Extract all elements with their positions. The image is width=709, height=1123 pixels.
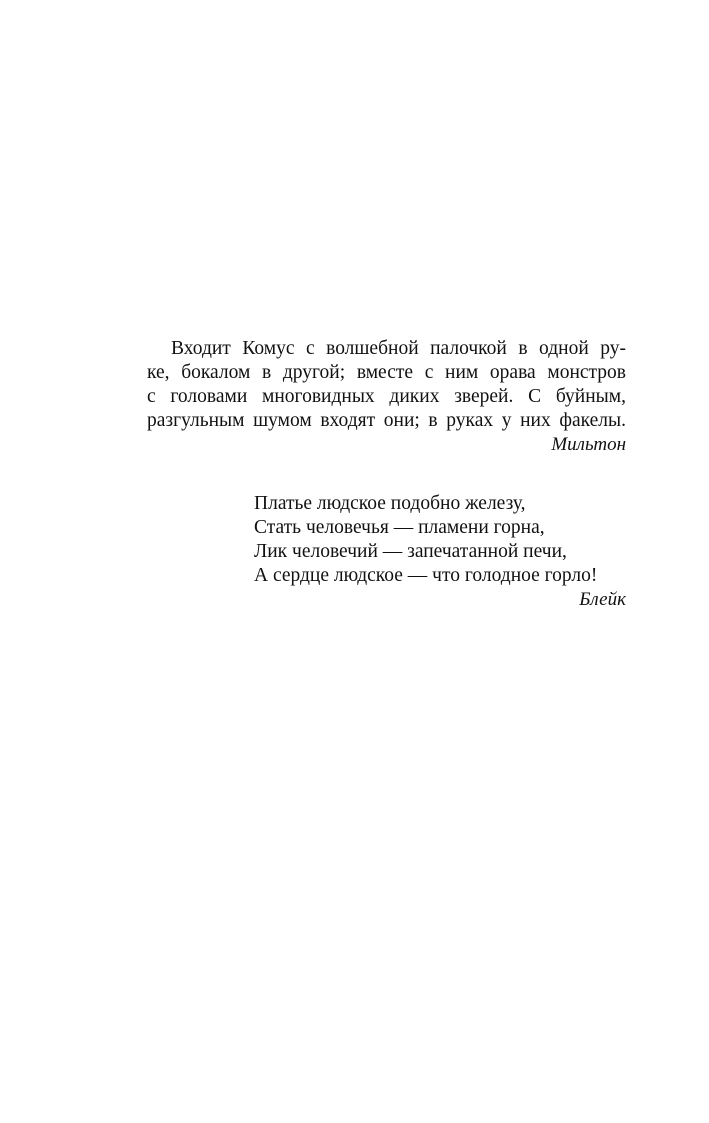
epigraph-milton-line-3: с головами многовидных диких зверей. С буйным, xyxy=(147,386,626,407)
epigraph-milton-line-4: разгульным шумом входят они; в руках у них факелы. xyxy=(147,410,626,431)
epigraph-milton-attribution: Мильтон xyxy=(551,434,626,455)
epigraph-milton-line-1: Входит Комус с волшебной палочкой в одной ру- xyxy=(171,338,626,359)
epigraph-blake-line-2: Стать человечья — пламени горна, xyxy=(254,517,545,538)
epigraph-blake-line-1: Платье людское подобно железу, xyxy=(254,493,526,514)
epigraph-blake-line-4: А сердце людское — что голодное горло! xyxy=(254,565,598,586)
epigraph-milton-line-2: ке, бокалом в другой; вместе с ним орава монстров xyxy=(147,362,626,383)
epigraph-blake-line-3: Лик человечий — запечатанной печи, xyxy=(254,541,567,562)
epigraph-blake xyxy=(254,492,626,612)
epigraph-milton xyxy=(147,337,626,457)
epigraph-blake-attribution: Блейк xyxy=(579,589,626,610)
